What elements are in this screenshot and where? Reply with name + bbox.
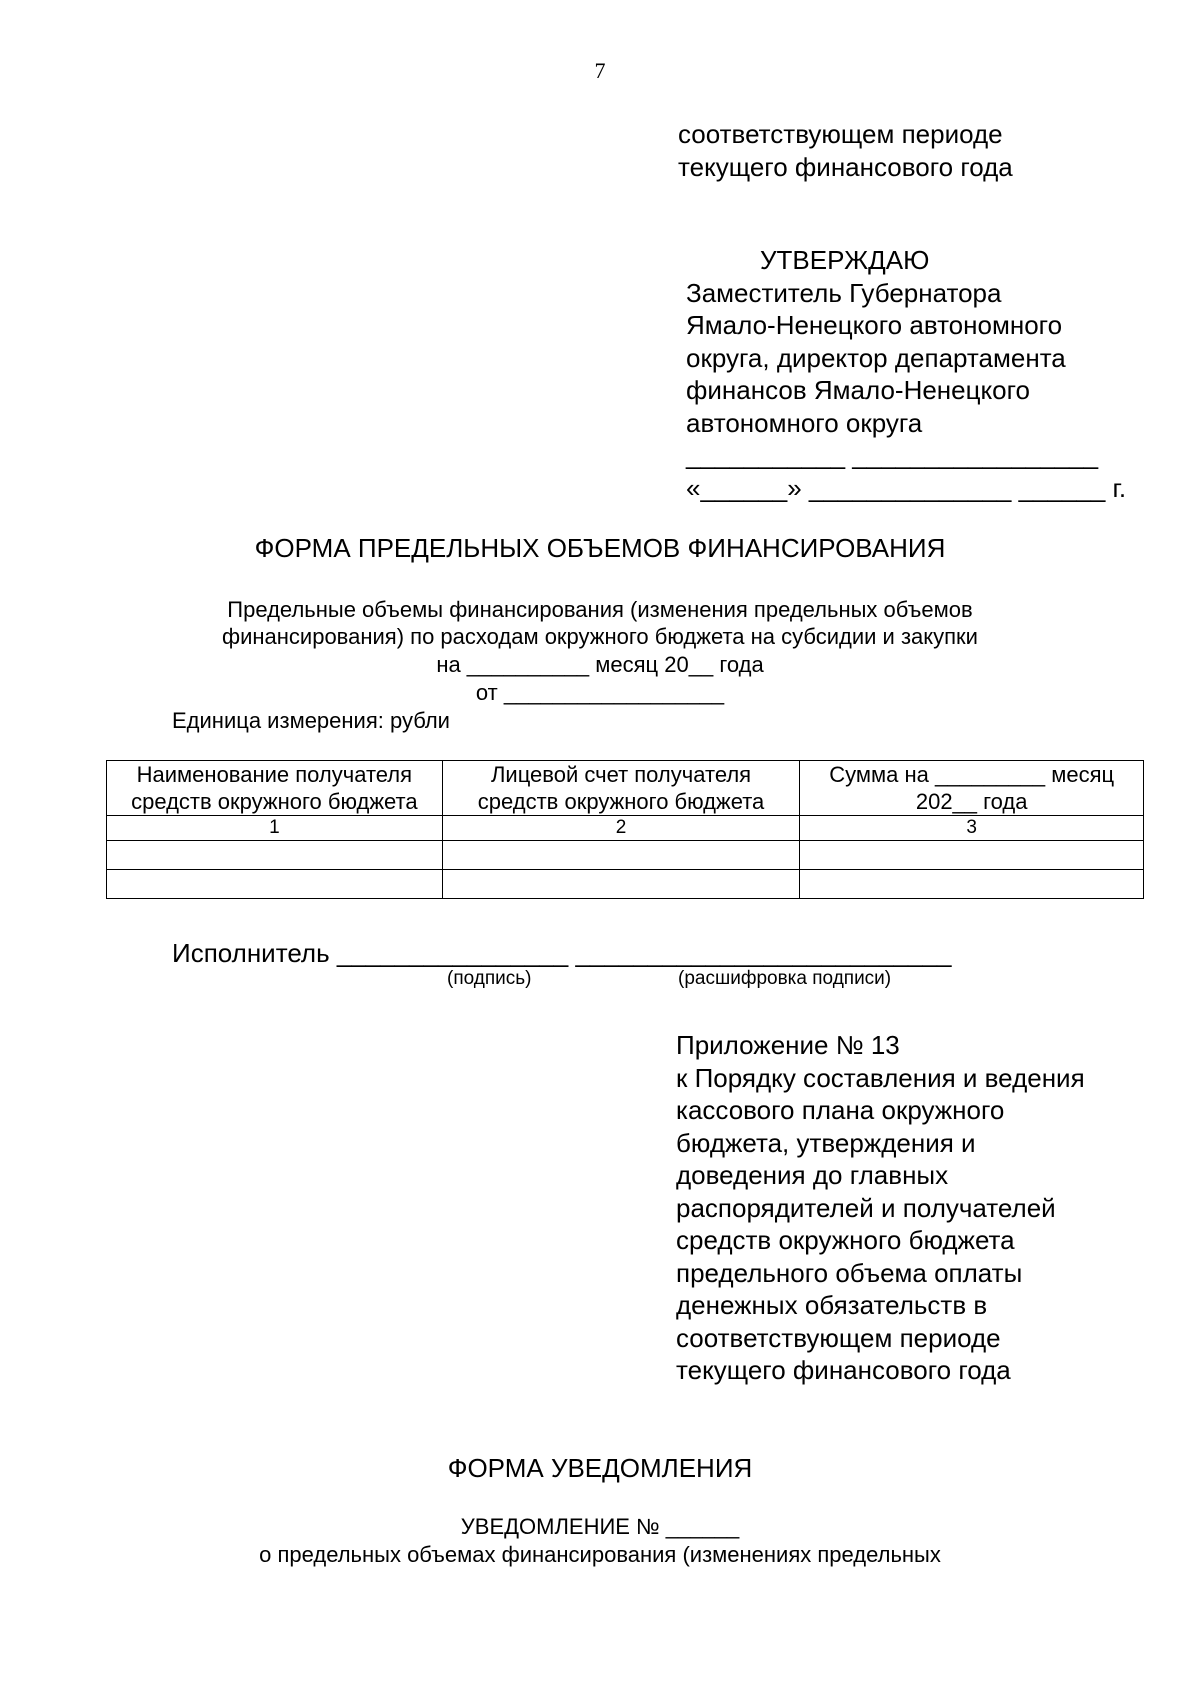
header-text: Сумма на _________ месяц [829,762,1115,787]
table-header-cell [107,761,443,816]
table-cell [107,841,443,870]
approval-heading: УТВЕРЖДАЮ [760,245,930,275]
approval-line: финансов Ямало-Ненецкого [686,375,1031,405]
table-row [107,841,1144,870]
appendix-line: предельного объема оплаты [676,1257,1023,1288]
table-cell [107,870,443,899]
approval-line: округа, директор департамента [686,342,1066,373]
table-header-cell [800,761,1144,816]
appendix-block [676,1029,1085,1387]
notice-line2: о предельных объемах финансирования (изменениях предельных [259,1542,941,1567]
form-subtitle-line2: финансирования) по расходам окружного бюджета на субсидии и закупки [222,624,978,649]
approval-line: Заместитель Губернатора [686,277,1002,308]
decode-caption: (расшифровка подписи) [678,968,892,989]
table-row [107,870,1144,899]
approval-date-line: «______» ______________ ______ г. [686,472,1127,503]
appendix-line: средств окружного бюджета [676,1225,1015,1255]
limits-table [106,760,1144,899]
approval-line: автономного округа [686,407,923,438]
approval-signature-line: ___________ _________________ [686,440,1099,470]
appendix-line: бюджета, утверждения и [676,1127,976,1158]
header-text: 202__ года [915,789,1028,814]
intro-line: соответствующем периоде [678,119,1003,149]
form-subtitle-line4: от __________________ [475,680,725,705]
signature-caption: (подпись) [447,968,532,989]
header-text: Наименование получателя [136,762,413,787]
header-text: средств окружного бюджета [477,789,765,814]
appendix-line: кассового плана окружного [676,1095,1005,1125]
intro-block [678,118,1013,183]
column-number: 1 [107,816,443,841]
executor-line: Исполнитель ________________ __________________________ [172,938,952,968]
approval-block [686,244,1126,504]
table-header-cell [442,761,800,816]
form-subtitle-line3: на __________ месяц 20__ года [436,652,764,677]
table-number-row [107,816,1144,841]
column-number: 3 [800,816,1144,841]
appendix-line: текущего финансового года [676,1355,1011,1385]
intro-line: текущего финансового года [678,151,1013,182]
notice-line1: УВЕДОМЛЕНИЕ № ______ [460,1514,740,1539]
appendix-line: денежных обязательств в [676,1290,988,1320]
column-number: 2 [442,816,800,841]
appendix-line: доведения до главных [676,1160,949,1190]
table-cell [442,841,800,870]
table-cell [800,870,1144,899]
header-text: средств окружного бюджета [131,789,418,814]
table-cell [442,870,800,899]
appendix-line: к Порядку составления и ведения [676,1062,1085,1093]
header-text: Лицевой счет получателя [490,762,752,787]
unit-label: Единица измерения: рубли [172,708,450,733]
form-title: ФОРМА ПРЕДЕЛЬНЫХ ОБЪЕМОВ ФИНАНСИРОВАНИЯ [254,533,946,563]
table-header-row [107,761,1144,816]
page-number: 7 [594,58,606,83]
notice-title: ФОРМА УВЕДОМЛЕНИЯ [447,1453,753,1483]
table-cell [800,841,1144,870]
appendix-line: соответствующем периоде [676,1322,1001,1353]
approval-line: Ямало-Ненецкого автономного [686,310,1063,340]
form-subtitle-line1: Предельные объемы финансирования (изменения предельных объемов [227,597,973,622]
appendix-line: Приложение № 13 [676,1030,900,1060]
appendix-line: распорядителей и получателей [676,1192,1056,1223]
